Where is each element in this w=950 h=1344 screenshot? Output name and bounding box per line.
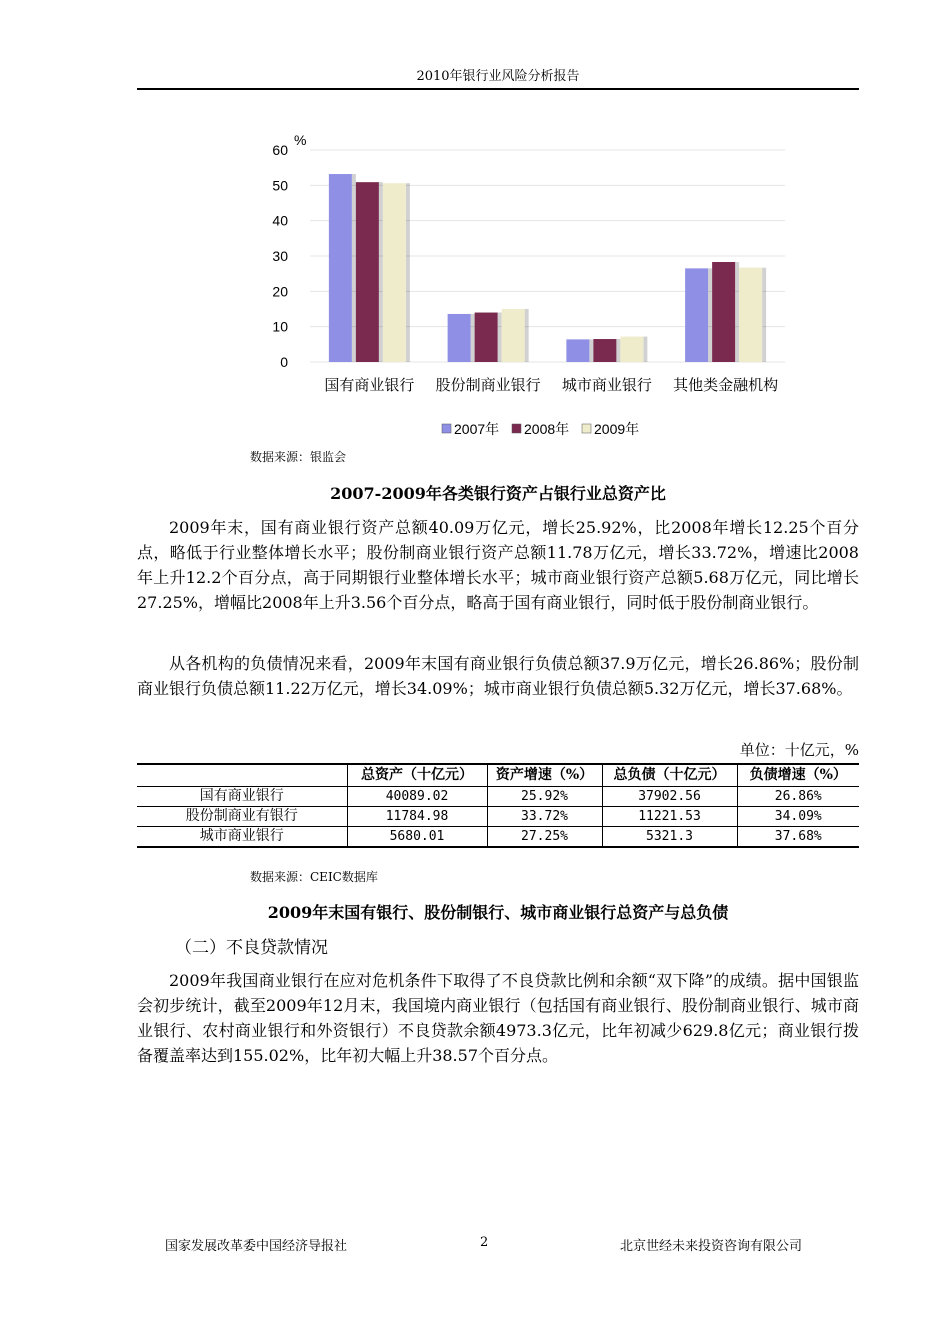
table-row [137,807,859,827]
table-cell: 25.92% [487,787,602,807]
y-tick-label: 50 [272,177,288,194]
bar [502,309,525,362]
legend-swatch [442,424,451,433]
table-cell: 5321.3 [602,827,737,848]
legend-label: 2009年 [594,421,640,437]
bar [383,183,406,362]
table-cell: 33.72% [487,807,602,827]
chart-source: 数据来源：银监会 [250,450,347,464]
x-tick-label: 股份制商业银行 [435,376,541,394]
table-cell: 股份制商业有银行 [137,807,347,827]
table-header-cell: 负债增速（%） [737,764,859,787]
bar-side [379,182,383,362]
y-tick-label: 60 [272,142,288,158]
bar-side [471,314,475,362]
legend-swatch [512,424,521,433]
table-source: 数据来源：CEIC数据库 [250,870,378,884]
bar-side [525,309,529,362]
y-tick-label: 30 [272,248,288,264]
y-tick-label: 40 [272,212,288,229]
bar-side [708,268,712,362]
paragraph-assets: 2009年末，国有商业银行资产总额40.09万亿元，增长25.92%，比2008年增长12.25个百分点，略低于行业整体增长水平；股份制商业银行资产总额11.78万亿元，增长33.72%，增速比2008年上升12.2个百分点，高于同期银行业整体增长水平；城市商业银行资产总额5.68万亿元，同比增长27.25%，增幅比2008年上升3.56个百分点，略高于国有商业银行，同时低于股份制商业银行。 [137,518,859,612]
page-header: 2010年银行业风险分析报告 [137,66,859,90]
table-cell: 40089.02 [347,787,487,807]
bar-side [589,339,593,362]
x-tick-label: 城市商业银行 [561,376,652,394]
bar-side [643,337,647,362]
legend-swatch [582,424,591,433]
x-tick-label: 国有商业银行 [324,376,415,394]
table-cell: 城市商业银行 [137,827,347,848]
table-header-cell [137,764,347,787]
bar-chart [250,128,810,448]
table-caption: 2009年末国有银行、股份制银行、城市商业银行总资产与总负债 [267,903,729,922]
table-cell: 5680.01 [347,827,487,848]
bar [329,174,352,362]
legend-label: 2007年 [454,421,500,437]
y-tick-label: 20 [272,283,288,300]
bar [712,262,735,362]
table-row [137,787,859,807]
bar-side [762,268,766,362]
bar-side [406,183,410,362]
footer-right: 北京世经未来投资咨询有限公司 [620,1239,803,1254]
y-axis-label: % [294,132,307,148]
page-number: 2 [480,1235,489,1250]
section-heading: （二）不良贷款情况 [175,938,328,958]
chart-caption: 2007-2009年各类银行资产占银行业总资产比 [330,484,666,503]
table-cell: 37902.56 [602,787,737,807]
y-tick-label: 10 [272,318,288,335]
paragraph-liabilities: 从各机构的负债情况来看，2009年末国有商业银行负债总额37.9万亿元，增长26.86%；股份制商业银行负债总额11.22万亿元，增长34.09%；城市商业银行负债总额5.32万亿元，增长37.68%。 [137,654,859,698]
bar-side [616,339,620,362]
bar-side [735,262,739,362]
bar [685,268,708,362]
x-tick-label: 其他类金融机构 [673,376,779,394]
table-cell: 26.86% [737,787,859,807]
table-cell: 27.25% [487,827,602,848]
bar [593,339,616,362]
bar-side [498,313,502,362]
footer-left: 国家发展改革委中国经济导报社 [165,1239,348,1254]
bar [566,339,589,362]
table-cell: 国有商业银行 [137,787,347,807]
assets-liabilities-table [137,763,859,848]
table-cell: 11784.98 [347,807,487,827]
bar [620,337,643,362]
table-header-row [137,764,859,787]
table-header-cell: 总负债（十亿元） [602,764,737,787]
table-cell: 34.09% [737,807,859,827]
table-header-cell: 总资产（十亿元） [347,764,487,787]
table-header-cell: 资产增速（%） [487,764,602,787]
bar [739,268,762,362]
bar [475,313,498,362]
legend-label: 2008年 [524,421,570,437]
table-cell: 11221.53 [602,807,737,827]
table-cell: 37.68% [737,827,859,848]
y-tick-label: 0 [280,354,288,370]
bar [448,314,471,362]
table-unit: 单位：十亿元，% [739,741,859,759]
bar [356,182,379,362]
table-row [137,827,859,848]
paragraph-npl: 2009年我国商业银行在应对危机条件下取得了不良贷款比例和余额“双下降”的成绩。据中国银监会初步统计，截至2009年12月末，我国境内商业银行（包括国有商业银行、股份制商业银行、城市商业银行、农村商业银行和外资银行）不良贷款余额4973.3亿元，比年初减少629.8亿元；商业银行拨备覆盖率达到155.02%，比年初大幅上升38.57个百分点。 [137,971,859,1065]
bar-side [352,174,356,362]
